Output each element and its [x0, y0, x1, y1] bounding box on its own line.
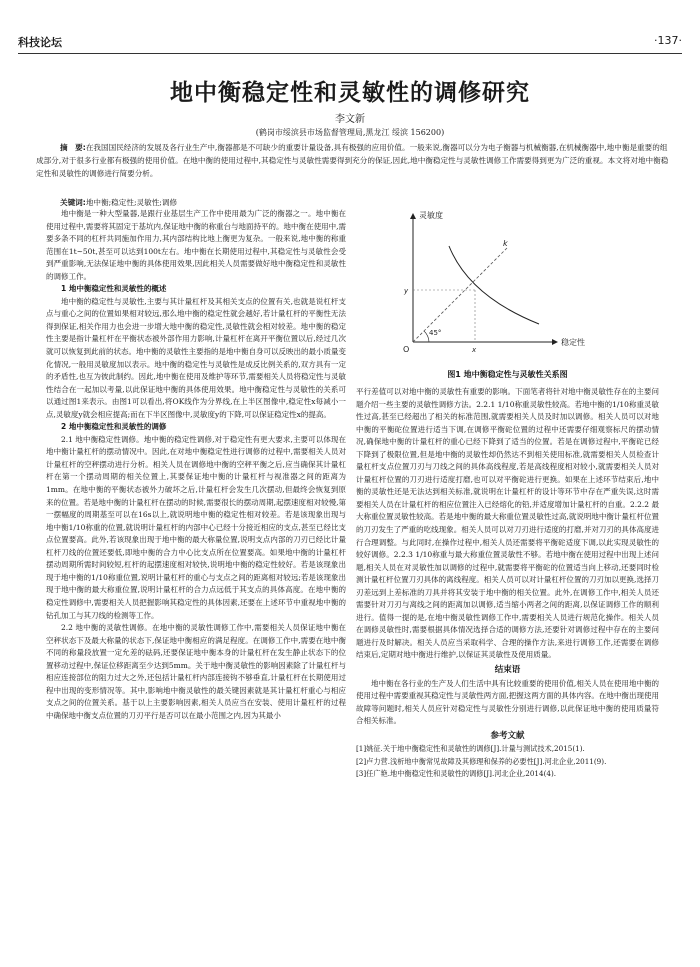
- abstract-text: 在我国国民经济的发展及各行业生产中,衡器都是不可缺少的重要计量设备,具有极强的应用价值。一般来说,衡器可以分为电子衡器与机械衡器,在机械衡器中,地中衡是重要的组成部分,对于很多行业都有极强的使用价值。在地中衡的使用过程中,其稳定性与灵敏性需要得到充分的保证,因此,地中衡稳定性与灵敏性调修工作需要得到更为广泛的重视。本文将对地中衡稳定性和灵敏性的调修进行简要分析。: [36, 143, 669, 178]
- header-divider: [18, 53, 682, 54]
- section-2-2-paragraph: 2.2 地中衡的灵敏性调修。在地中衡的灵敏性调修工作中,需要相关人员保证地中衡在空秤状态下及最大称量的状态下,保证地中衡相应的满足程度。在调修工作中,需要在地中衡不同的称量段放置一定允差的砝码,还要保证地中衡本身的计量杠杆在发生静止状态下的位置移动过程中,保证位移距离至少达到5mm。关于地中衡灵敏性的影响因素除了计量杠杆与相应连接部位的阻力过大之外,还包括计量杠杆内部连接钩不够垂直,计量杠杆在长期使用过程中出现的变形情况等。其中,影响地中衡灵敏性的最关键因素就是其计量杠杆重心与相应支点之间的位置关系。基于以上主要影响因素,相关人员应当在安装、使用计量杠杆的过程中确保地中衡支点位置的刀刃平行是否可以在最小范围之内,因为其最小: [46, 623, 346, 720]
- origin-label: O: [403, 345, 410, 354]
- figure-1-caption: 图1 地中衡稳定性与灵敏性关系图: [447, 370, 568, 379]
- k-label: k: [503, 239, 508, 248]
- figure-1: [389, 206, 621, 356]
- section-1-heading: 1 地中衡稳定性和灵敏性的概述: [61, 284, 167, 294]
- affiliation: (鹤岗市绥滨县市场监督管理局,黑龙江 绥滨 156200): [255, 128, 445, 137]
- section-2-heading: 2 地中衡稳定性和灵敏性的调修: [61, 422, 167, 432]
- author: 李文新: [335, 114, 365, 125]
- reference-item: [2]卢力营.浅析地中衡常见故障及其修理和保养的必要性[J].河北企业,2011(9).: [356, 756, 607, 766]
- journal-name: 科技论坛: [18, 36, 62, 49]
- page-number: ·137·: [654, 34, 682, 47]
- running-header: [18, 34, 682, 52]
- conclusion-heading: 结束语: [494, 665, 521, 676]
- keywords-text: 地中衡;稳定性;灵敏性;调修: [85, 198, 178, 207]
- right-column: [356, 386, 659, 961]
- angle-label: 45°: [429, 329, 442, 337]
- x-symbol: x: [472, 346, 477, 354]
- ok-line: [413, 248, 507, 342]
- reference-item: [3]任广艳.地中衡稳定性和灵敏性的调修[J].河北企业,2014(4).: [356, 769, 557, 779]
- x-axis-label: 稳定性: [561, 338, 585, 347]
- reference-item: [1]姚征.关于地中衡稳定性和灵敏性的调修[J].计量与测试技术,2015(1).: [356, 744, 585, 754]
- left-column: [46, 208, 346, 958]
- paper-title: 地中衡稳定性和灵敏性的调修研究: [170, 80, 530, 106]
- section-2-1-paragraph: 2.1 地中衡稳定性调修。地中衡的稳定性调修,对于稳定性有更大要求,主要可以体现在地中衡计量杠杆的摆动情况中。因此,在对地中衡稳定性进行调修的过程中,需要相关人员对计量杠杆的空秤摆动进行分析。相关人员在调修地中衡的空秤平衡之后,应当确保其计量杠杆在第一个摆动周期的相关位置上,其要保证地中衡的计量杠杆与视准器之间的距离为1mm。在地中衡的平衡状态被外力破坏之后,计量杠杆会发生几次摆动,但最终会恢复到原来的位置。若是地中衡的计量杠杆在摆动的时候,需要很长的摆动周期,起摆速度相对较慢,第一摆幅度的周期基至可以在16s以上,就说明地中衡的稳定性相对较差。若是该现象出现与地中衡1/10称重的位置,就说明计量杠杆的内部中心已经十分接近相应的支点,甚至已经比支点位置要高。此外,若该现象出现于地中衡的最大称量位置,说明支点内部的刀刃已经比计量杠杆刀线的位置还要低,即地中衡的合力中心比支点所在位置要高。如果地中衡的计量杠杆摆动周期所需时间较短,杠杆的起摆速度相对较快,说明地中衡的稳定性较好。若是该现象出现于地中衡的1/10称重位置,说明计量杠杆的重心与支点之间的距离相对较远;若是该现象出现于地中衡的最大称重位置,说明计量杠杆的合力点远低于其支点的具体高度。在地中衡的稳定性调修中,需要相关人员把握影响其稳定性的具体因素,还要在上述环节中重视地中衡的钻孔加工与其刀线的检测等工作。: [46, 434, 346, 620]
- abstract-label: 摘 要:: [60, 143, 86, 152]
- reference-list: [356, 743, 659, 781]
- figure-1-diagram: [389, 206, 621, 356]
- y-symbol: y: [404, 287, 409, 295]
- keywords-label: 关键词:: [60, 198, 86, 207]
- section-1-paragraph: 地中衡的稳定性与灵敏性,主要与其计量杠杆及其相关支点的位置有关,也就是说杠杆支点与重心之间的位置如果相对较远,那么地中衡的稳定性就会越好,若计量杠杆的平衡性无法得到保证,相关作用力也会进一步增大地中衡的稳定性,灵敏性就会相对较差。地中衡的稳定性主要是指计量杠杆在平衡状态被外部作用力影响,计量杠杆在离开平衡位置以后,经过几次就可以恢复到此前的状态。地中衡的灵敏性主要指的是地中衡自身可以反映出的最小质量变化情况,一般用灵敏度加以表示。地中衡的稳定性与灵敏性是成反比例关系的,双方具有一定的矛盾性,也互为彼此制约。因此,地中衡在使用及维护等环节,需要相关人员将稳定性与灵敏性结合在一起加以考量,以此保证地中衡的具体使用效果。地中衡稳定性与灵敏性的关系可以通过图1来表示。由图1可以看出,将OK线作为分界线,在上半区图像中,稳定性x每减小一点,灵敏度y就会相应提高;而在下半区图像中,灵敏度y的下降,可以保证稳定性x的提高。: [46, 296, 346, 419]
- continuation-paragraph: 平行差值可以对地中衡的灵敏性有重要的影响。下面笔者将针对地中衡灵敏性存在的主要问题介绍一些主要的灵敏性调修方法。2.2.1 1/10称重灵敏性较高。若地中衡的1/10称重灵敏性过高,甚至已经超出了相关的标准范围,就需要相关人员及时加以调修。相关人员可以对地中衡的平衡砣位置进行适当下调,在调修平衡砣位置的过程中还需要仔细观察标尺的摆动情况,确保地中衡的计量杠杆的重心已经下降到了适当的位置。若是在调修过程中,平衡砣已经下降到了极限位置,但是地中衡的灵敏性却仍然达不到相关使用标准,就需要相关人员检查计量杠杆支点位置刀刃与刀线之间的具体高线程度,若是高线程度相对较小,就需要相关人员对计量杠杆位置的刀刃进行适度打磨,也可以对平衡砣进行更换。如果在上述环节结束后,地中衡的灵敏性还是无法达到相关标准,就说明在计量杠杆的设计等环节中存在严重失误,这时需要相关人员在计量杠杆的相应位置注入已经熔化的铅,并适度增加计量杠杆的自重。2.2.2 最大称重位置灵敏性较高。若是地中衡的最大称重位置灵敏性过高,就说明地中衡计量杠杆位置的刀刃发生了严重的吃线现象。相关人员可以对刀刃进行适度的打磨,并对刀刃的具体高度进行合理调整。与此同时,在操作过程中,相关人员还需要将平衡砣适度下调,以此实现灵敏性的较好调修。2.2.3 1/10称重与最大称重位置灵敏性不够。若地中衡在使用过程中出现上述问题,相关人员在对灵敏性加以调修的过程中,就需要将平衡砣的位置适当向上移动,还要同时检测计量杠杆位置刀刃具体的离线程度。相关人员可以对计量杠杆位置的刀刃加以更换,选择刀刃差远到上差标准的刀具并将其安装于地中衡的相关位置。此外,在调修工作中,相关人员还需要针对刀刃与离线之间的距离加以调修,适当缩小两者之间的距离,以保证调修工作的顺利进行。值得一提的是,在地中衡灵敏性调修工作中,需要相关人员进行规范化操作。相关人员在调修灵敏性时,需要根据具体情况选择合适的调修方法,还要针对调修过程中存在的主要问题进行及时解决。相关人员应当采取科学、合理的操作方法,来进行调修工作,还需要在调修结束后,定期对地中衡进行维护,以保证其灵敏性及使用质量。: [356, 387, 659, 660]
- relation-curve: [449, 246, 539, 324]
- intro-paragraph: 地中衡是一种大型量器,是跟行业基层生产工作中使用最为广泛的衡器之一。地中衡在使用过程中,需要将其固定于基坑内,保证地中衡的称重台与地面持平的。地中衡在使用中,需要多条不同的杠杆共同施加作用力,其内部结构比地上衡更为复杂。一般来说,地中衡的称重范围在1t~50t,甚至可以达到100t左右。地中衡在长期使用过程中,其稳定性与灵敏性会受到严重影响,无法保证地中衡的具体使用效果,因此相关人员需要做好地中衡稳定性和灵敏性的调修工作。: [46, 209, 346, 281]
- y-axis-label: 灵敏度: [419, 211, 443, 220]
- conclusion-paragraph: 地中衡在各行业的生产及人们生活中具有比较重要的使用价值,相关人员在使用地中衡的使用过程中需要重视其稳定性与灵敏性两方面,把握这两方面的具体内容。在地中衡出现使用故障等问题时,相关人员应针对稳定性与灵敏性分别进行调修,以此保证地中衡的使用质量符合相关标准。: [356, 678, 659, 726]
- references-heading: 参考文献: [490, 730, 525, 741]
- abstract: [36, 141, 672, 180]
